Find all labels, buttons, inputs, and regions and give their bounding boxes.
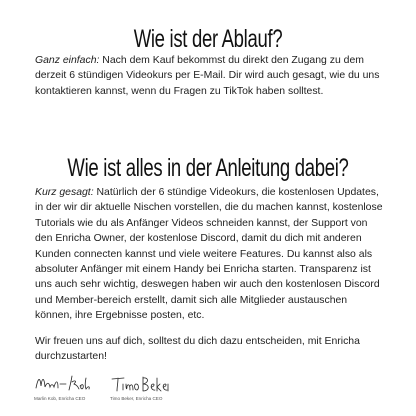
section-paragraph-ablauf bbox=[35, 53, 387, 99]
section-paragraph-anleitung bbox=[35, 185, 387, 324]
closing-paragraph: Wir freuen uns auf dich, solltest du dich dazu entscheiden, mit Enricha durchzustarten! bbox=[35, 336, 360, 363]
section-heading-ablauf: Wie ist der Ablauf? bbox=[133, 24, 283, 53]
signature-block-timo bbox=[110, 372, 180, 408]
section-heading-anleitung: Wie ist alles in der Anleitung dabei? bbox=[67, 153, 349, 182]
paragraph-body: Natürlich der 6 stündige Videokurs, die kostenlosen Updates, in der wir dir aktuelle Nischen vorstellen, die du machen kannst, kostenlose Tutorials wie du als Anfänger Videos schneiden kannst, der Support von den Enricha Owner, der kostenlose Discord, damit du dich mit anderen Kunden connecten kannst und viele weitere Features. Du kannst also als absoluter Anfänger mit einem Handy bei Enricha starten. Transparenz ist uns auch sehr wichtig, deswegen haben wir auch den kostenlosen Discord und Member-bereich erstellt, damit sich alle Mitglieder austauschen können, ihre Ergebnisse posten, etc. bbox=[35, 187, 383, 322]
signature-block-marlin bbox=[34, 372, 104, 408]
handwritten-signature bbox=[110, 372, 170, 394]
signature-caption: Marlin Kob, Enricha CEO bbox=[34, 396, 86, 401]
paragraph-body: Nach dem Kauf bekommst du direkt den Zugang zu dem derzeit 6 stündigen Videokurs per E-Mail. Dir wird auch gesagt, wie du uns kontaktieren kannst, wenn du Fragen zu TikTok haben solltest. bbox=[35, 55, 380, 97]
paragraph-lead: Ganz einfach: bbox=[35, 55, 100, 66]
paragraph-lead: Kurz gesagt: bbox=[35, 187, 94, 198]
handwritten-signature bbox=[34, 372, 94, 394]
signature-caption: Timo Beker, Enricha CEO bbox=[110, 396, 163, 401]
